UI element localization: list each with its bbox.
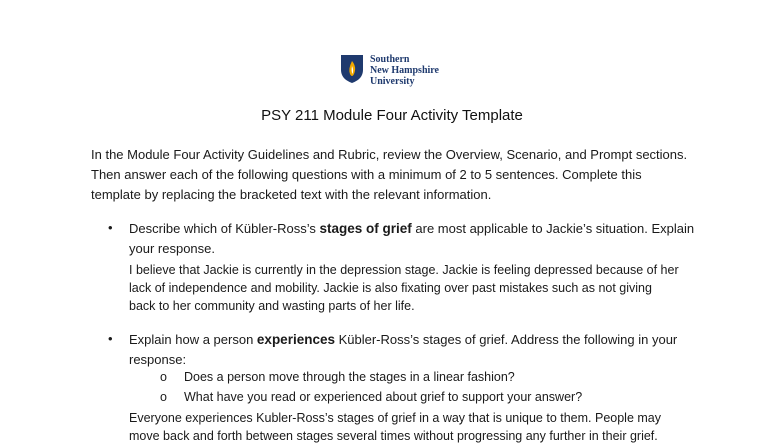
logo-line-2: New Hampshire bbox=[370, 65, 439, 76]
logo-line-3: University bbox=[370, 76, 415, 87]
shield-flame-icon bbox=[340, 54, 364, 84]
question-1-line-1 bbox=[129, 219, 709, 239]
question-1-post: are most applicable to Jackie’s situation. Explain bbox=[411, 221, 695, 236]
question-1 bbox=[129, 219, 709, 259]
bullet-marker: • bbox=[108, 220, 113, 235]
answer-2-line-2: move back and forth between stages several times without progressing any further in their grief. bbox=[129, 429, 658, 443]
question-2-post: Kübler-Ross’s stages of grief. Address the following in your bbox=[334, 332, 678, 347]
answer-1 bbox=[129, 261, 719, 315]
document-title: PSY 211 Module Four Activity Template bbox=[261, 107, 523, 124]
intro-line-3: template by replacing the bracketed text with the relevant information. bbox=[91, 187, 492, 202]
question-1-line-2: your response. bbox=[129, 241, 215, 256]
question-2 bbox=[129, 330, 709, 370]
answer-1-line-2: lack of independence and mobility. Jackie is also fixating over past mistakes such as not giving bbox=[129, 281, 652, 295]
intro-line-1: In the Module Four Activity Guidelines and Rubric, review the Overview, Scenario, and Prompt sections. bbox=[91, 147, 688, 162]
answer-2-line-1: Everyone experiences Kubler-Ross’s stages of grief in a way that is unique to them. People may bbox=[129, 411, 661, 425]
intro-paragraph bbox=[91, 145, 701, 205]
sub-question: Does a person move through the stages in a linear fashion? bbox=[184, 370, 515, 384]
sub-bullet-marker: o bbox=[160, 370, 167, 384]
sub-bullet-marker: o bbox=[160, 390, 167, 404]
question-2-pre: Explain how a person bbox=[129, 332, 257, 347]
answer-1-line-3: back to her community and wasting parts of her life. bbox=[129, 299, 415, 313]
answer-1-line-1: I believe that Jackie is currently in the depression stage. Jackie is feeling depressed because of her bbox=[129, 263, 679, 277]
question-2-line-1 bbox=[129, 330, 709, 350]
university-logo bbox=[340, 54, 439, 87]
question-2-line-2: response: bbox=[129, 352, 187, 367]
bullet-marker: • bbox=[108, 331, 113, 346]
question-1-keyword: stages of grief bbox=[319, 221, 412, 236]
question-1-pre: Describe which of Kübler-Ross’s bbox=[129, 221, 320, 236]
question-2-keyword: experiences bbox=[256, 332, 335, 347]
logo-line-1: Southern bbox=[370, 54, 410, 65]
answer-2 bbox=[129, 409, 719, 445]
sub-question: What have you read or experienced about grief to support your answer? bbox=[184, 390, 583, 404]
logo-wordmark bbox=[370, 54, 439, 87]
intro-line-2: Then answer each of the following questions with a minimum of 2 to 5 sentences. Complete this bbox=[91, 167, 642, 182]
